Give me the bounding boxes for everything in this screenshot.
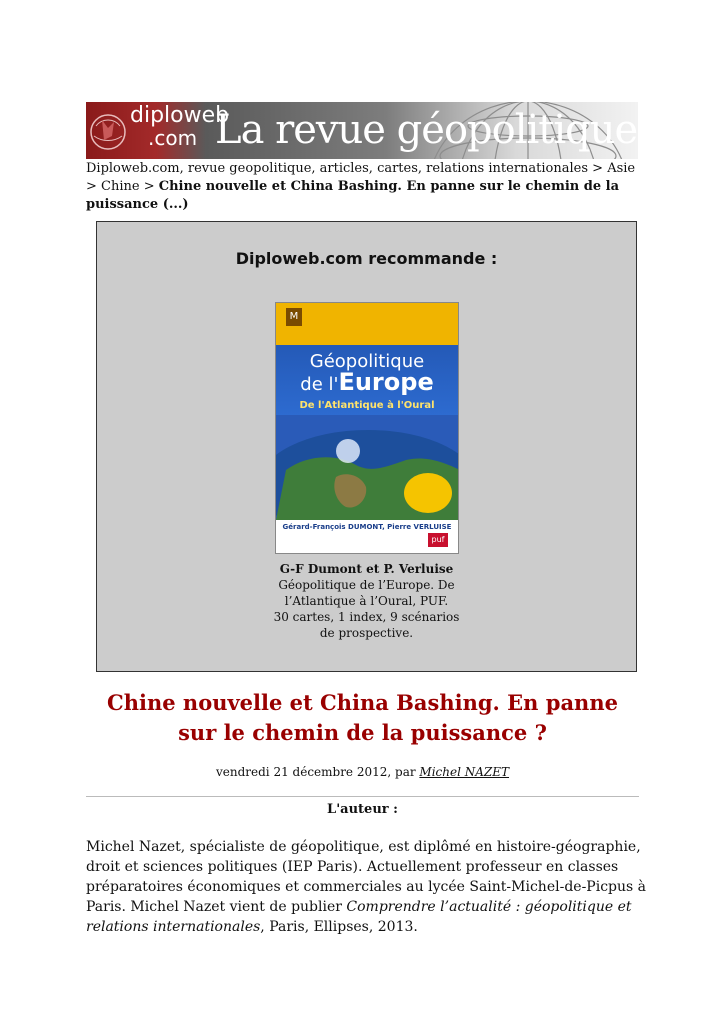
breadcrumb-home-link[interactable]: Diploweb.com, revue geopolitique, articles, cartes, relations internationales bbox=[86, 161, 589, 176]
logo-line1: diploweb bbox=[130, 103, 230, 128]
book-sticker bbox=[404, 473, 452, 513]
bio-text-end: , Paris, Ellipses, 2013. bbox=[260, 919, 418, 935]
book-title-line2 bbox=[276, 368, 458, 396]
article-title: Chine nouvelle et China Bashing. En panne sur le chemin de la puissance ? bbox=[107, 690, 618, 745]
book-title-strong: Europe bbox=[338, 368, 434, 396]
caption-line: Géopolitique de l’Europe. De bbox=[278, 578, 455, 592]
book-caption bbox=[97, 561, 636, 641]
site-banner[interactable] bbox=[86, 102, 638, 159]
book-authors: Gérard-François DUMONT, Pierre VERLUISE bbox=[276, 520, 458, 534]
breadcrumb-separator: > bbox=[139, 179, 159, 194]
book-subtitle: De l'Atlantique à l'Oural bbox=[299, 400, 435, 411]
recommendation-box bbox=[96, 221, 637, 672]
breadcrumb-current: Chine nouvelle et China Bashing. En panne sur le chemin de la puissance (...) bbox=[86, 179, 619, 212]
article-date: vendredi 21 décembre 2012, par bbox=[215, 765, 420, 779]
author-link[interactable]: Michel NAZET bbox=[419, 765, 510, 779]
diploweb-logo-icon bbox=[88, 106, 128, 156]
bio-book-title: Comprendre l’actualité : géopolitique et relations internationales bbox=[86, 899, 632, 935]
author-section-heading: L'auteur : bbox=[327, 802, 398, 817]
puf-logo: puf bbox=[428, 533, 448, 547]
recommendation-heading: Diploweb.com recommande : bbox=[235, 249, 498, 268]
book-title bbox=[276, 351, 458, 416]
book-badge: M bbox=[286, 308, 302, 326]
bio-text: Michel Nazet, spécialiste de géopolitique, est diplômé en histoire-géographie, droit et sciences politiques (IEP Paris). Actuellement professeur en classes préparatoires économiques et commerciales au lycée Saint-Michel-de-Picpus à Paris. Michel Nazet vient de publier bbox=[86, 839, 646, 915]
author-bio bbox=[86, 837, 646, 937]
book-top-band bbox=[276, 303, 458, 345]
caption-line: l’Atlantique à l’Oural, PUF. bbox=[284, 594, 449, 608]
article-dateline bbox=[86, 765, 639, 779]
breadcrumb-separator: > bbox=[588, 161, 608, 176]
caption-author: G-F Dumont et P. Verluise bbox=[279, 562, 454, 576]
caption-line: 30 cartes, 1 index, 9 scénarios bbox=[273, 610, 460, 624]
book-title-prefix: de l' bbox=[300, 374, 339, 395]
breadcrumb bbox=[86, 160, 646, 214]
breadcrumb-asie-link[interactable]: Asie bbox=[607, 161, 636, 176]
caption-line: de prospective. bbox=[319, 626, 414, 640]
book-cover-image[interactable] bbox=[275, 302, 459, 554]
book-title-line1: Géopolitique bbox=[309, 351, 425, 372]
divider bbox=[86, 796, 639, 797]
banner-title: La revue géopolitique bbox=[215, 107, 638, 153]
breadcrumb-separator: > bbox=[86, 179, 102, 194]
logo-line2: .com bbox=[148, 126, 198, 150]
breadcrumb-chine-link[interactable]: Chine bbox=[101, 179, 140, 194]
